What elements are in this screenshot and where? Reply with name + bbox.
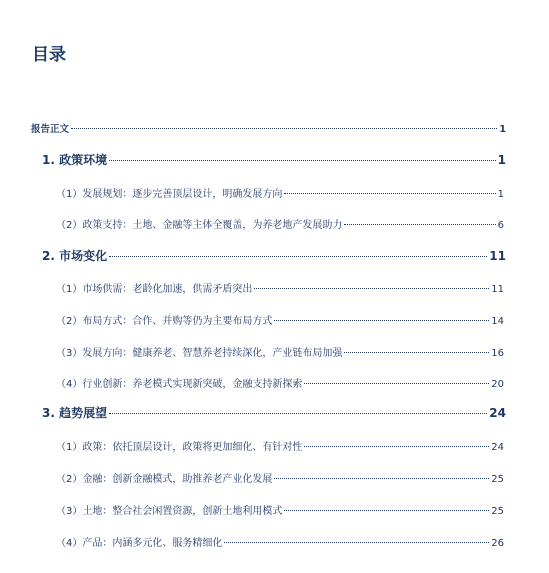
toc-page-number: 16 bbox=[491, 348, 504, 359]
toc-entry-label: 报告正文 bbox=[31, 124, 70, 135]
toc-entry-label: （2）金融：创新金融模式，助推养老产业化发展 bbox=[56, 474, 273, 485]
dot-leader bbox=[274, 320, 489, 321]
toc-page-number: 26 bbox=[491, 538, 504, 549]
dot-leader bbox=[71, 128, 497, 129]
toc-entry-label: （3）发展方向：健康养老、智慧养老持续深化，产业链布局加强 bbox=[56, 348, 343, 359]
toc-entry-3-1[interactable] bbox=[56, 438, 504, 453]
toc-page-number: 11 bbox=[491, 284, 504, 295]
toc-entry-2-4[interactable] bbox=[56, 375, 504, 390]
toc-entry-label: （1）发展规划：逐步完善顶层设计，明确发展方向 bbox=[56, 189, 283, 200]
toc-title: 目录 bbox=[32, 45, 66, 65]
dot-leader bbox=[274, 478, 489, 479]
dot-leader bbox=[109, 160, 496, 161]
toc-entry-label: 2. 市场变化 bbox=[42, 249, 108, 263]
toc-entry-label: 3. 趋势展望 bbox=[42, 406, 108, 420]
dot-leader bbox=[109, 413, 487, 414]
toc-entry-section-3[interactable] bbox=[42, 404, 506, 421]
toc-page-number: 20 bbox=[491, 379, 504, 390]
toc-entry-report-body[interactable] bbox=[31, 121, 506, 135]
toc-page-number: 1 bbox=[499, 124, 506, 135]
toc-entry-2-2[interactable] bbox=[56, 312, 504, 327]
toc-entry-label: （3）土地：整合社会闲置资源，创新土地利用模式 bbox=[56, 506, 283, 517]
toc-entry-label: 1. 政策环境 bbox=[42, 153, 108, 167]
dot-leader bbox=[109, 256, 487, 257]
toc-entry-3-2[interactable] bbox=[56, 470, 504, 485]
toc-page-number: 1 bbox=[497, 153, 506, 167]
toc-page-number: 24 bbox=[491, 442, 504, 453]
toc-page-number: 25 bbox=[491, 474, 504, 485]
toc-entry-section-1[interactable] bbox=[42, 151, 506, 168]
toc-entry-label: （2）政策支持：土地、金融等主体全覆盖，为养老地产发展助力 bbox=[56, 220, 343, 231]
toc-entry-3-4[interactable] bbox=[56, 534, 504, 549]
dot-leader bbox=[284, 193, 495, 194]
dot-leader bbox=[254, 288, 489, 289]
toc-entry-1-1[interactable] bbox=[56, 185, 504, 200]
toc-entry-section-2[interactable] bbox=[42, 247, 506, 264]
toc-entry-2-1[interactable] bbox=[56, 280, 504, 295]
toc-page-number: 14 bbox=[491, 316, 504, 327]
dot-leader bbox=[304, 383, 489, 384]
toc-page-number: 1 bbox=[497, 189, 504, 200]
toc-entry-2-3[interactable] bbox=[56, 344, 504, 359]
dot-leader bbox=[344, 352, 489, 353]
toc-entry-1-2[interactable] bbox=[56, 216, 504, 231]
toc-entry-label: （1）市场供需：老龄化加速，供需矛盾突出 bbox=[56, 284, 253, 295]
toc-entry-label: （4）产品：内涵多元化、服务精细化 bbox=[56, 538, 223, 549]
toc-page-number: 6 bbox=[497, 220, 504, 231]
toc-entry-label: （1）政策：依托顶层设计，政策将更加细化、有针对性 bbox=[56, 442, 303, 453]
dot-leader bbox=[284, 510, 489, 511]
dot-leader bbox=[304, 446, 489, 447]
toc-entry-label: （2）布局方式：合作、并购等仍为主要布局方式 bbox=[56, 316, 273, 327]
toc-page-number: 24 bbox=[489, 406, 506, 420]
dot-leader bbox=[344, 224, 495, 225]
toc-entry-label: （4）行业创新：养老模式实现新突破，金融支持新探索 bbox=[56, 379, 303, 390]
dot-leader bbox=[224, 542, 489, 543]
toc-page-number: 11 bbox=[489, 249, 506, 263]
toc-entry-3-3[interactable] bbox=[56, 502, 504, 517]
toc-page-number: 25 bbox=[491, 506, 504, 517]
